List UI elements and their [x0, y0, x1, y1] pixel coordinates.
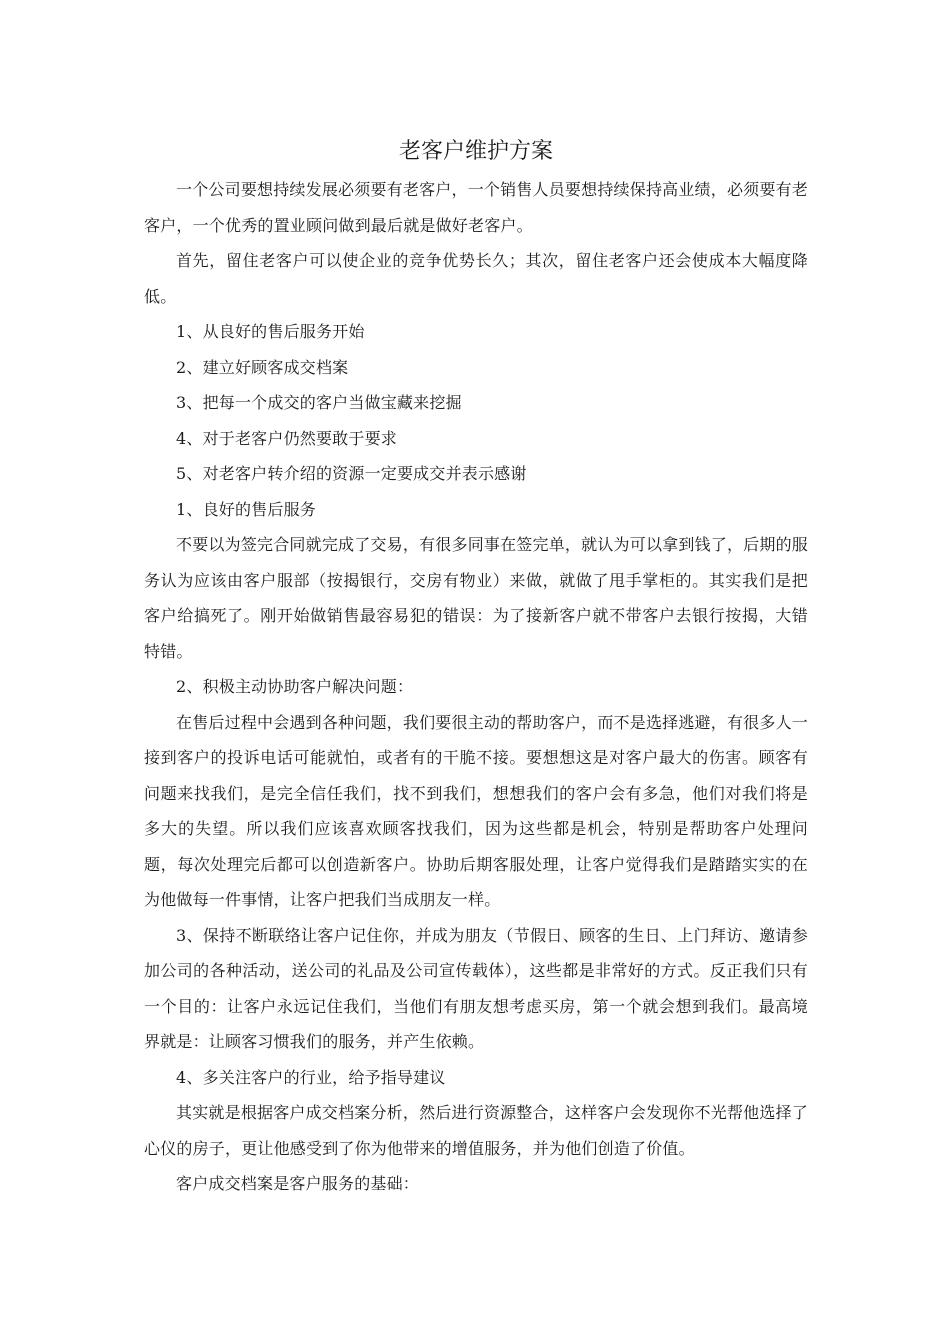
document-page: [144, 132, 808, 1202]
paragraph-first-second: 首先，留住老客户可以使企业的竞争优势长久；其次，留住老客户还会使成本大幅度降低。: [144, 251, 808, 306]
paragraph: 不要以为签完合同就完成了交易，有很多同事在签完单，就认为可以拿到钱了，后期的服务认为应该由客户服部（按揭银行，交房有物业）来做，就做了甩手掌柜的。其实我们是把客户给搞死了。刚开始做销售最容易犯的错误：为了接新客户就不带客户去银行按揭，大错特错。: [144, 535, 808, 661]
document-title: 老客户维护方案: [398, 139, 553, 164]
list-item: 4、对于老客户仍然要敢于要求: [176, 428, 397, 448]
list-item: 5、对老客户转介绍的资源一定要成交并表示感谢: [176, 464, 527, 483]
section-heading: 2、积极主动协助客户解决问题：: [176, 677, 414, 696]
list-item: 3、把每一个成交的客户当做宝藏来挖掘: [176, 393, 462, 412]
paragraph: 3、保持不断联络让客户记住你，并成为朋友（节假日、顾客的生日、上门拜访、邀请参加公司的各种活动，送公司的礼品及公司宣传载体），这些都是非常好的方式。反正我们只有一个目的：让客户永远记住我们，当他们有朋友想考虑买房，第一个就会想到我们。最高境界就是：让顾客习惯我们的服务，并产生依赖。: [144, 925, 808, 1051]
paragraph: 客户成交档案是客户服务的基础：: [176, 1174, 420, 1193]
list-item: 1、从良好的售后服务开始: [176, 322, 365, 341]
list-item: 2、建立好顾客成交档案: [176, 357, 349, 377]
paragraph: 其实就是根据客户成交档案分析，然后进行资源整合，这样客户会发现你不光帮他选择了心仪的房子，更让他感受到了你为他带来的增值服务，并为他们创造了价值。: [144, 1103, 808, 1158]
paragraph-intro: 一个公司要想持续发展必须要有老客户，一个销售人员要想持续保持高业绩，必须要有老客户，一个优秀的置业顾问做到最后就是做好老客户。: [144, 180, 808, 235]
section-heading: 4、多关注客户的行业，给予指导建议: [176, 1067, 446, 1087]
section-heading: 1、良好的售后服务: [176, 499, 316, 519]
paragraph: 在售后过程中会遇到各种问题，我们要很主动的帮助客户，而不是选择逃避，有很多人一接到客户的投诉电话可能就怕，或者有的干脆不接。要想想这是对客户最大的伤害。顾客有问题来找我们，是完全信任我们，找不到我们，想想我们的客户会有多急，他们对我们将是多大的失望。所以我们应该喜欢顾客找我们，因为这些都是机会，特别是帮助客户处理问题，每次处理完后都可以创造新客户。协助后期客服处理，让客户觉得我们是踏踏实实的在为他做每一件事情，让客户把我们当成朋友一样。: [144, 712, 808, 909]
